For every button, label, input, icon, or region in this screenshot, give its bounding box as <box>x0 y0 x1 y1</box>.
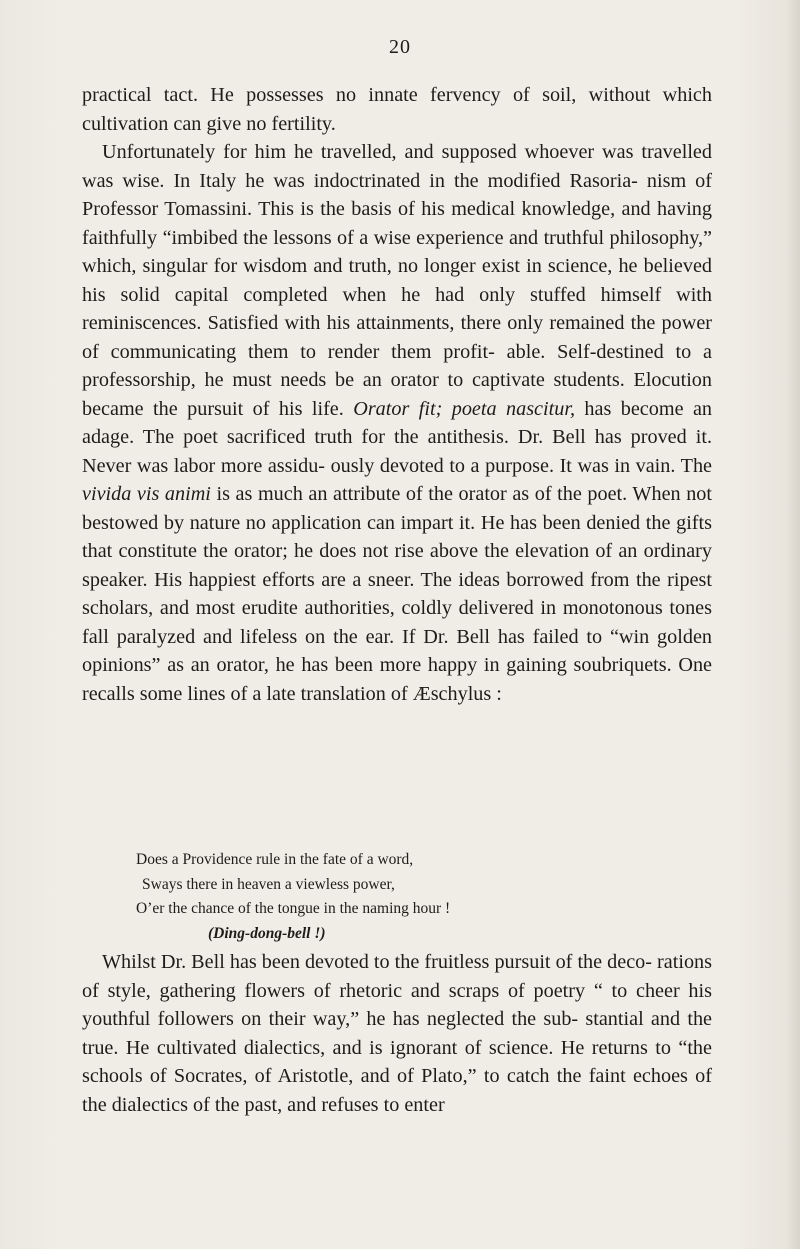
main-text-block <box>82 81 712 708</box>
second-text-block <box>82 948 712 1119</box>
paragraph-continuation: practical tact. He possesses no innate fervency of soil, without which cultivation can give no fertility. <box>82 84 712 135</box>
paragraph-text-segment: has become an adage. The poet sacrificed truth for the antithesis. Dr. Bell has proved it. Never was labor more assidu- ously devoted to a purpose. It was in vain. The <box>82 397 713 477</box>
paragraph-text-segment: is as much an attribute of the orator as of the poet. When not bestowed by nature no application can impart it. He has been denied the gifts that constitute the orator; he does not rise above the elevation of an ordinary speaker. His happiest efforts are a sneer. The ideas borrowed from the ripest scholars, and most erudite authorities, coldly delivered in monotonous tones fall paralyzed and lifeless on the ear. If Dr. Bell has failed to “win golden opinions” as an orator, he has been more happy in gaining soubriquets. One recalls some lines of a late translation of Æschylus : <box>82 483 713 705</box>
latin-phrase-vivida: vivida vis animi <box>82 483 211 505</box>
paragraph-text-segment: Unfortunately for him he travelled, and supposed whoever was travelled was wise. In Italy he was indoctrinated in the modified Rasoria- nism of Professor Tomassini. This is the basis of his medical knowledge, and having faithfully “imbibed the lessons of a wise experience and truthful philosophy,” which, singular for wisdom and truth, no longer exist in science, he believed his solid capital completed when he had only stuffed himself with reminiscences. Satisfied with his attainments, there only remained the power of communicating them to render them profit- able. Self-destined to a professorship, he must needs be an orator to captivate students. Elocution became the pursuit of his life. <box>82 141 712 420</box>
verse-line: Does a Providence rule in the fate of a word, <box>136 851 414 868</box>
verse-line: O’er the chance of the tongue in the naming hour ! <box>136 900 451 917</box>
page-number: 20 <box>389 36 411 58</box>
verse-attribution: (Ding-dong-bell !) <box>208 924 326 942</box>
verse-quotation <box>136 848 656 946</box>
paragraph-whilst: Whilst Dr. Bell has been devoted to the fruitless pursuit of the deco- rations of style, gathering flowers of rhetoric and scraps of poetry “ to cheer his youthful followers on their way,” he has neglected the sub- stantial and the true. He cultivated dialectics, and is ignorant of science. He returns to “the schools of Socrates, of Aristotle, and of Plato,” to catch the faint echoes of the dialectics of the past, and refuses to enter <box>82 951 712 1116</box>
page-edge-shadow <box>786 0 800 1249</box>
verse-line: Sways there in heaven a viewless power, <box>142 875 395 893</box>
paragraph-unfortunately <box>82 138 712 708</box>
latin-phrase-orator: Orator fit; poeta nascitur, <box>353 397 575 420</box>
